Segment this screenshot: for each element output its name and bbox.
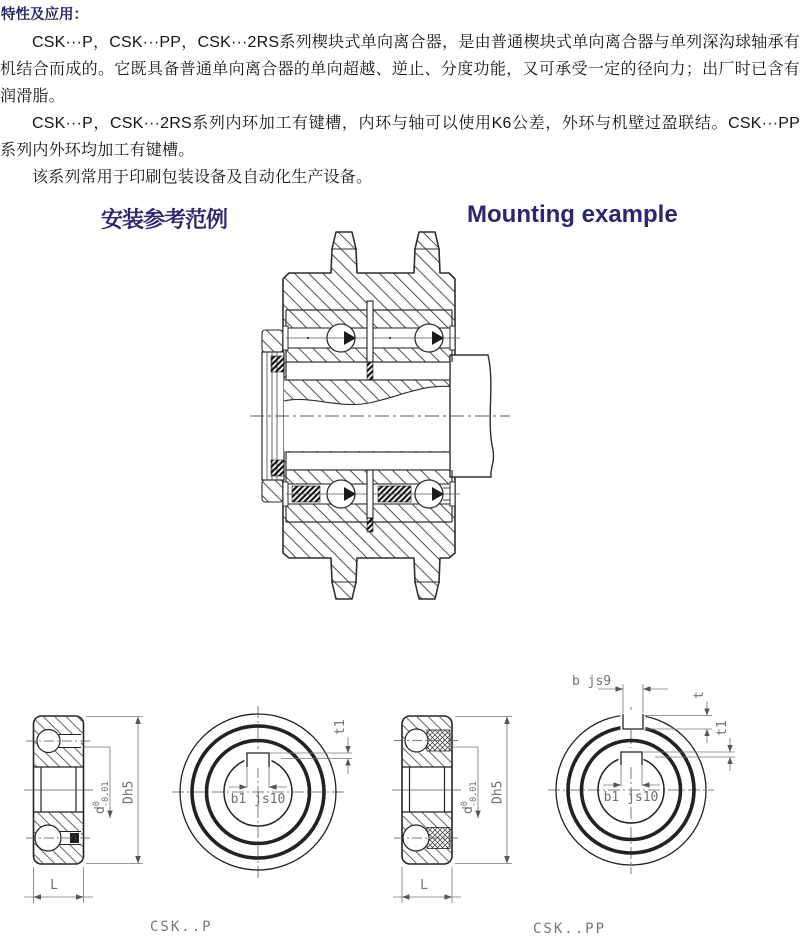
svg-text:t1: t1	[333, 719, 348, 735]
intro-text	[0, 29, 800, 191]
intro-paragraph-1: CSK···P，CSK···PP，CSK···2RS系列楔块式单向离合器，是由普通楔块式单向离合器与单列深沟球轴承有机结合而成的。它既具备普通单向离合器的单向超越、逆止、分度功能，又可承受一定的径向力；出厂时已含有润滑脂。	[0, 34, 800, 105]
dimension-drawings	[0, 650, 800, 946]
csk-p-caption: CSK..P	[150, 919, 213, 935]
csk-p-front-view	[172, 706, 352, 878]
inner-key-depth-label	[715, 720, 730, 736]
seal-shield	[367, 470, 373, 518]
inner-key-dimension-label: b1 js10	[603, 790, 659, 805]
svg-text:t1: t1	[715, 720, 730, 736]
inner-key-dimension-label: b1 js10	[230, 792, 286, 807]
svg-text:d0-0.01: $d^0-0.01$	[460, 781, 479, 814]
mounting-heading-en: Mounting example	[467, 201, 678, 228]
width-dimension-label: L	[420, 878, 428, 893]
inner-key-dimension	[603, 765, 660, 786]
width-dimension	[24, 867, 93, 903]
od-dimension-label	[491, 781, 506, 804]
mounting-heading-zh: 安装参考范例	[101, 207, 228, 232]
intro-paragraph-2: CSK···P，CSK···2RS系列内环加工有键槽，内环与轴可以使用K6公差，外环与机壁过盈联结。CSK···PP系列内外环均加工有键槽。	[0, 115, 800, 159]
csk-p-side-view	[24, 716, 143, 903]
svg-text:d0-0.01: $d^0-0.01$	[92, 781, 111, 814]
csk-pp-caption: CSK..PP	[533, 921, 607, 937]
bore-dimension-label	[92, 781, 111, 814]
bore-dimension-label	[460, 781, 479, 814]
inner-key-depth-label	[333, 719, 348, 735]
outer-key-depth-label	[692, 691, 707, 699]
svg-text:Dh5: Dh5	[121, 780, 137, 804]
svg-text:Dh5: Dh5	[490, 780, 506, 804]
mounting-example-drawing	[240, 224, 525, 614]
svg-text:t: t	[692, 691, 707, 699]
width-dimension-label: L	[50, 878, 58, 893]
od-dimension-label	[122, 781, 137, 804]
section-title: 特性及应用：	[1, 7, 88, 23]
seal-shield	[367, 301, 373, 362]
csk-pp-side-view	[392, 716, 512, 903]
outer-key-depth-dimension	[644, 701, 712, 743]
outer-key-dimension-label: b js9	[572, 674, 612, 689]
intro-paragraph-3: 该系列常用于印刷包装设备及自动化生产设备。	[32, 169, 373, 186]
csk-pp-front-view	[548, 674, 735, 874]
